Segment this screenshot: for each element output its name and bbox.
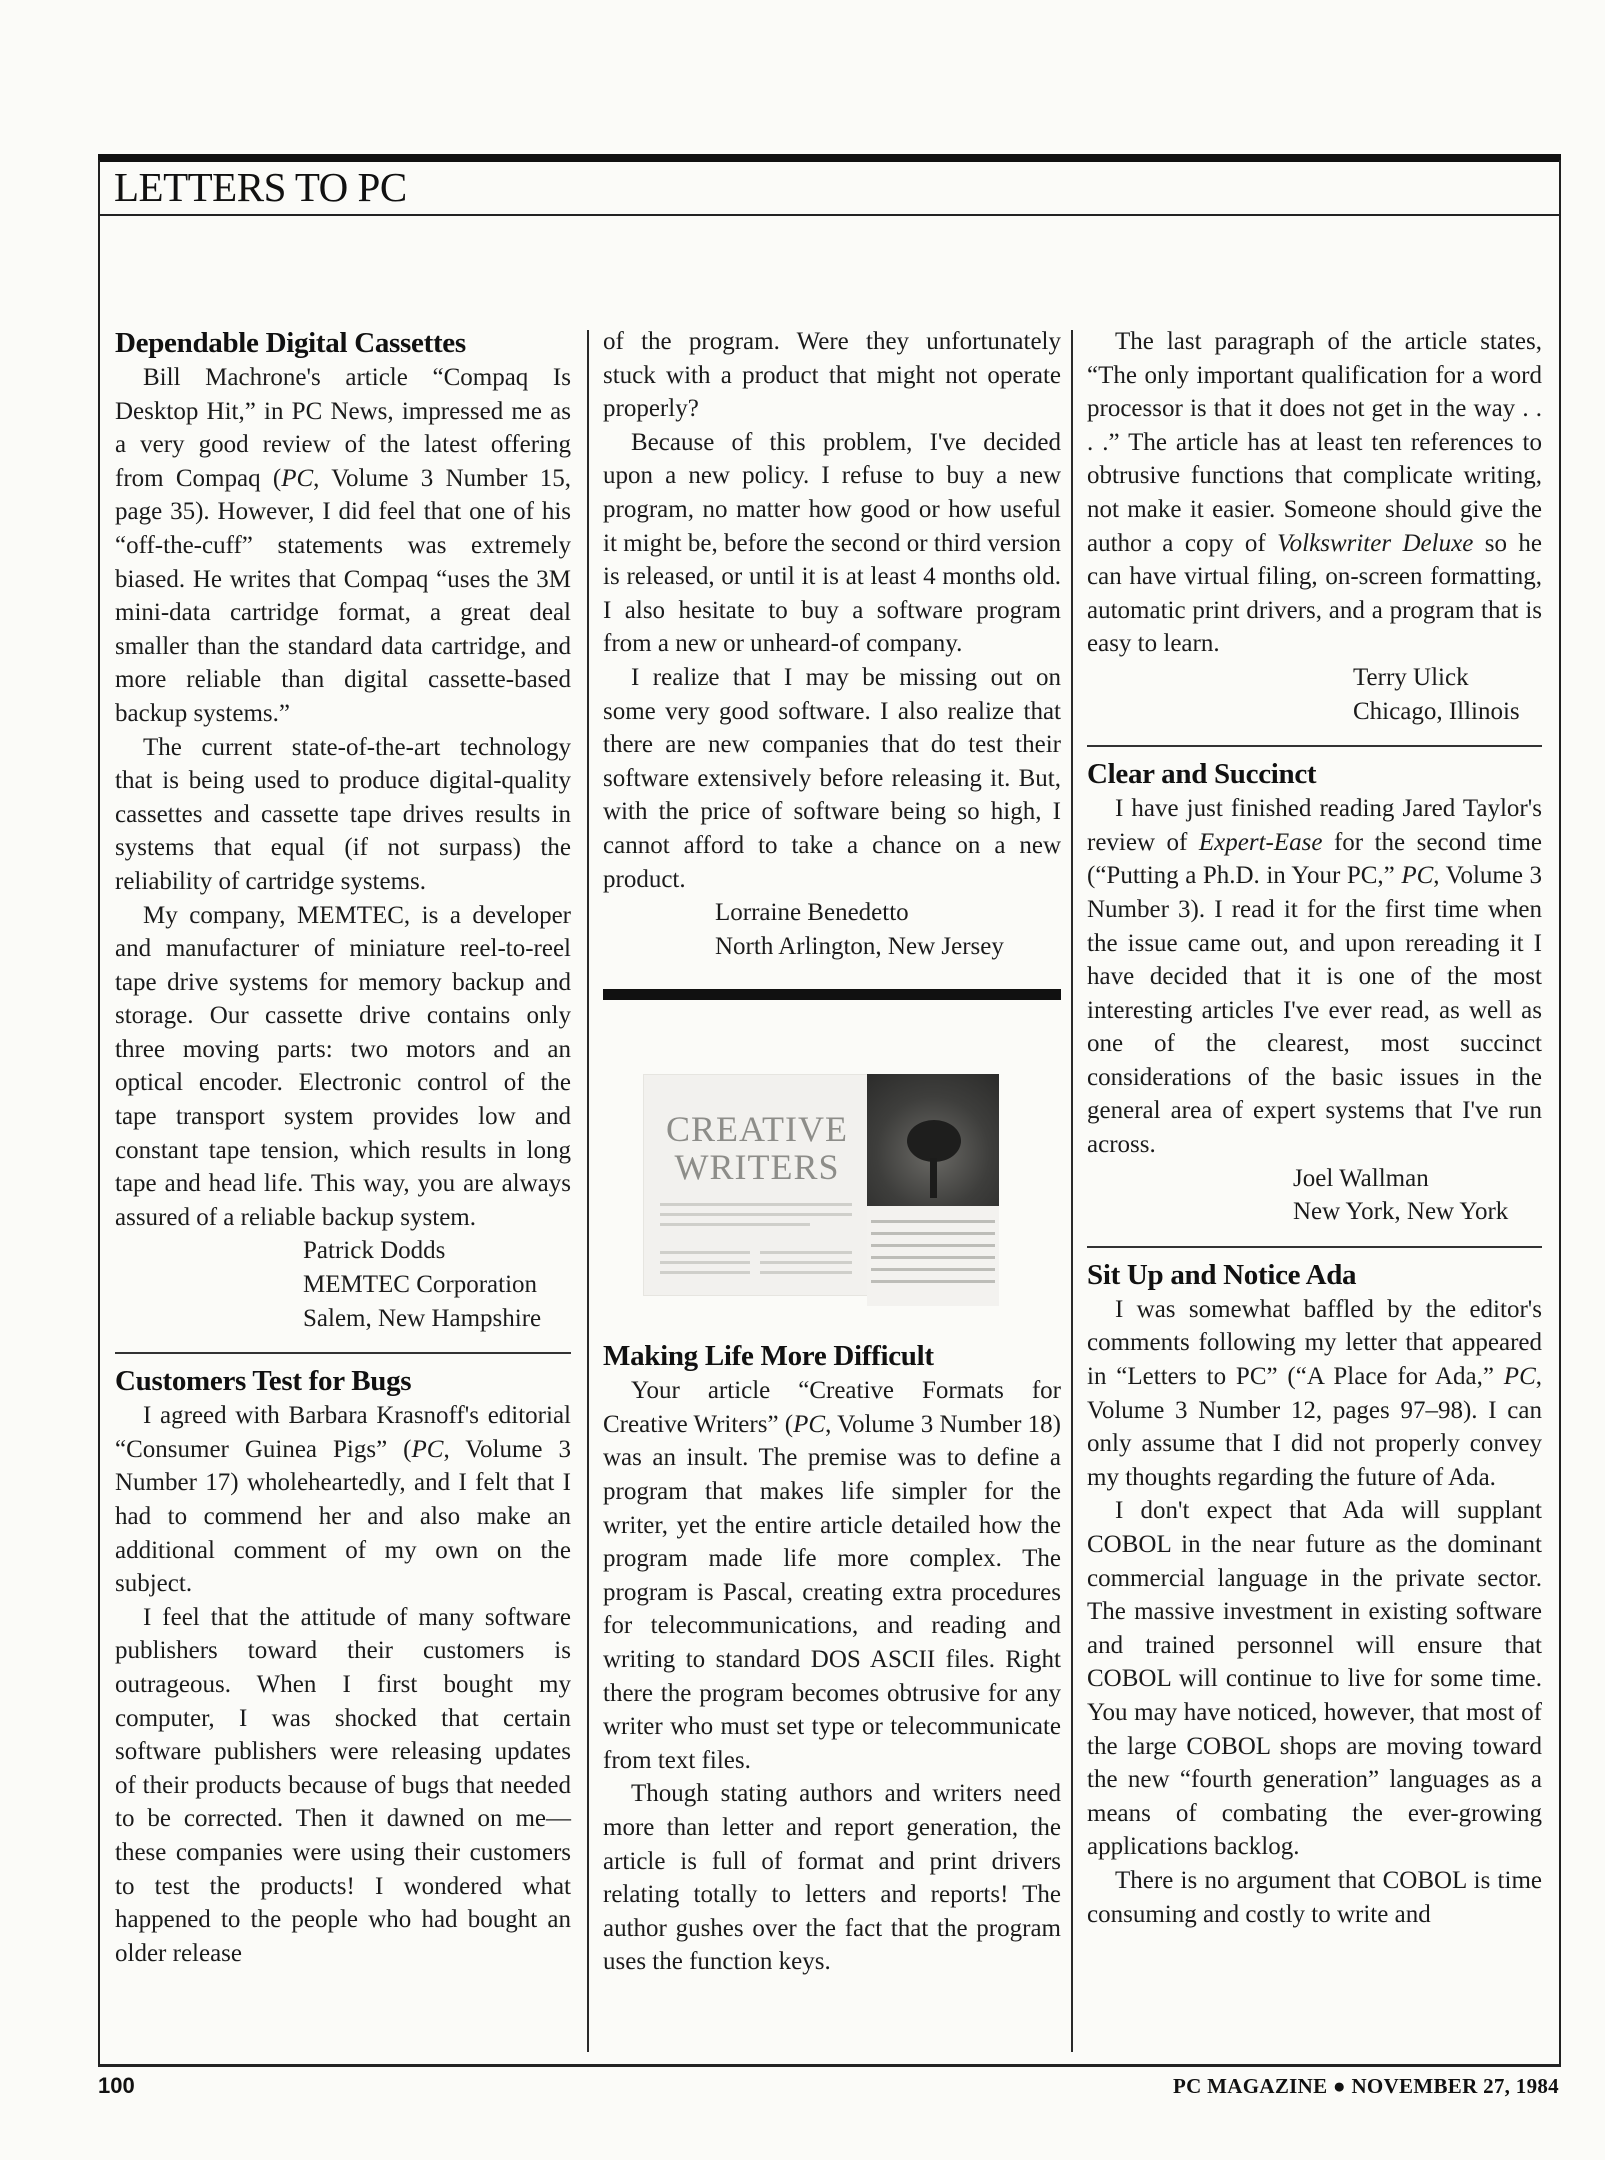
text-run: I have just finished reading Jared Taylor's review of [1087,795,1542,856]
text-lines [760,1271,852,1274]
letter-heading-bugs: Customers Test for Bugs [115,1365,412,1398]
text-lines [871,1256,995,1259]
letter-separator [115,1352,571,1354]
tree-photo [867,1074,999,1206]
text-run: Bill Machrone's article “Compaq Is Desktop Hit,” in PC News, impressed me as a very good review of the latest offering from Compaq ( [115,364,571,492]
italic-run: Expert-Ease [1198,828,1323,856]
signature [1087,1162,1542,1229]
text-run: , Volume 3 Number 12, pages 97–98). I can only assume that I did not properly convey my thoughts regarding the future of Ada. [1087,1363,1542,1491]
letter-separator [1087,745,1542,747]
column-divider-1 [587,330,589,2052]
page-number: 100 [98,2073,135,2098]
letter-paragraph: My company, MEMTEC, is a developer and manufacturer of miniature reel-to-reel tape drive systems for memory backup and storage. Our cassette drive contains only three moving parts: two motors and an optical encoder. Electronic control of the tape transport system provides low and constant tape tension, which results in long tape and head life. This way, you are always assured of a reliable backup system. [115,901,571,1231]
column-divider-2 [1071,330,1073,2052]
letter-paragraph [115,361,571,731]
signature [115,1234,571,1335]
letter-paragraph: Because of this problem, I've decided upon a new policy. I refuse to buy a new program, no matter how good or how useful it might be, before the second or third version is released, or until it is at least 4 months old. I also hesitate to buy a software program from a new or unheard-of company. [603,428,1061,658]
signature-location: Salem, New Hampshire [303,1304,542,1332]
signature-location: Chicago, Illinois [1353,697,1520,725]
letter-paragraph: I realize that I may be missing out on some very good software. I also realize that there are new companies that do test their software extensively before releasing it. But, with the price of software being so high, I cannot afford to take a chance on a new product. [603,663,1061,893]
tree-trunk [930,1158,937,1198]
signature [603,896,1061,963]
text-run: so he can have virtual filing, on-screen formatting, automatic print drivers, and a program that is easy to learn. [1087,529,1543,658]
signature [1087,661,1542,728]
magazine-date-footer: PC MAGAZINE ● NOVEMBER 27, 1984 [1173,2074,1559,2098]
text-lines [871,1232,995,1235]
tree-canopy [907,1120,961,1162]
letter-heading-succinct: Clear and Succinct [1087,758,1317,791]
photo-title-writers: WRITERS [674,1147,840,1188]
text-lines [871,1244,995,1247]
letter-paragraph: The current state-of-the-art technology that is being used to produce digital-quality cassettes and cassette tape drives results in systems that equal (if not surpass) the reliability of cartridge systems. [115,733,571,895]
text-run: The last paragraph of the article states, “The only important qualification for a word processor is that it does not get in the way . . . .” The article has at least ten references to obtrusive functions that complicate writing, not make it easier. Someone should give the author a copy of [1087,328,1542,557]
text-run: , Volume 3 Number 18) was an insult. The premise was to define a program that makes life simpler for the writer, yet the entire article detailed how the program made life more complex. The program is Pascal, creating extra procedures for telecommunications, and reading and writing to standard DOS ASCII files. Right there the program becomes obtrusive for any writer who must set type or telecommunicate from text files. [603,1410,1061,1774]
italic-run: PC [1503,1363,1536,1391]
italic-run: Volkswriter Deluxe [1277,529,1474,557]
signature-name: Terry Ulick [1353,663,1469,691]
photo-title-creative: CREATIVE [666,1109,848,1150]
letter-heading-cassettes: Dependable Digital Cassettes [115,327,466,359]
italic-run: PC [1401,862,1434,890]
italic-run: PC [411,1435,444,1463]
letter-paragraph [603,1374,1061,1777]
letter-paragraph [115,1399,571,1601]
magazine-page-left [643,1074,871,1296]
signature-company: MEMTEC Corporation [303,1271,538,1299]
letter-paragraph: I don't expect that Ada will supplant COBOL in the near future as the dominant commercial language in the private sector. The massive investment in existing software and trained personnel will ensure that COBOL will continue to live for some time. You may have noticed, however, that most of the large COBOL shops are moving toward the new “fourth generation” languages as a means of combating the ever-growing applications backlog. [1087,1497,1542,1861]
text-lines [760,1251,852,1254]
letter-paragraph [1087,325,1542,661]
column-3 [1087,325,1542,1931]
signature-name: Joel Wallman [1293,1164,1429,1192]
italic-run: PC [281,464,314,492]
letter-paragraph [1087,792,1542,1162]
signature-location: New York, New York [1293,1198,1509,1226]
text-run: , Volume 3 Number 15, page 35). However, I did feel that one of his “off-the-cuff” statements was extremely biased. He writes that Compaq “uses the 3M mini-data cartridge format, a great deal smaller than the standard data cartridge, and more reliable than digital cassette-based backup systems.” [115,464,572,727]
column-2 [603,325,1061,1979]
text-lines [660,1223,810,1226]
text-lines [871,1280,995,1283]
signature-location: North Arlington, New Jersey [715,932,1004,960]
magazine-spread-photo [597,1014,1065,1334]
text-lines [871,1268,995,1271]
magazine-page-right [867,1074,999,1306]
text-lines [871,1220,995,1223]
letter-heading-ada: Sit Up and Notice Ada [1087,1258,1357,1291]
section-title: LETTERS TO PC [114,164,407,210]
letter-separator [1087,1246,1542,1248]
text-lines [660,1203,852,1206]
text-run: I agreed with Barbara Krasnoff's editorial “Consumer Guinea Pigs” ( [115,1402,571,1463]
letter-heading-difficult: Making Life More Difficult [603,1340,934,1373]
letter-paragraph: of the program. Were they unfortunately stuck with a product that might not operate properly? [603,328,1061,423]
italic-run: PC [793,1410,826,1438]
text-lines [660,1261,750,1264]
text-run: for the second time (“Putting a Ph.D. in Your PC,” [1087,828,1543,890]
text-lines [660,1251,750,1254]
letter-paragraph: There is no argument that COBOL is time consuming and costly to write and [1087,1866,1542,1928]
text-run: I was somewhat baffled by the editor's comments following my letter that appeared in “Letters to PC” (“A Place for Ada,” [1087,1295,1542,1391]
bottom-rule [98,2064,1561,2067]
text-lines [760,1261,852,1264]
text-run: , Volume 3 Number 3). I read it for the first time when the issue came out, and upon rereading it I have decided that it is one of the most interesting articles I've ever read, as well as one of the clearest, most succinct considerations of the basic issues in the general area of expert systems that I've run across. [1087,862,1542,1159]
text-run: Your article “Creative Formats for Creative Writers” ( [603,1377,1061,1438]
letter-paragraph [1087,1293,1542,1495]
letter-paragraph: Though stating authors and writers need more than letter and report generation, the article is full of format and print drivers relating totally to letters and reports! The author gushes over the fact that the program uses the function keys. [603,1780,1061,1976]
thick-separator [603,989,1061,1000]
text-lines [660,1271,750,1274]
signature-name: Patrick Dodds [303,1237,446,1265]
column-1 [115,325,571,1970]
text-lines [660,1213,852,1216]
letter-paragraph: I feel that the attitude of many software publishers toward their customers is outrageous. When I first bought my computer, I was shocked that certain software publishers were releasing updates of their products because of bugs that needed to be corrected. Then it dawned on me—these companies were using their customers to test the products! I wondered what happened to the people who had bought an older release [115,1603,571,1967]
signature-name: Lorraine Benedetto [715,899,909,927]
text-run: , Volume 3 Number 17) wholeheartedly, and I felt that I had to commend her and also make an additional comment of my own on the subject. [115,1435,571,1598]
